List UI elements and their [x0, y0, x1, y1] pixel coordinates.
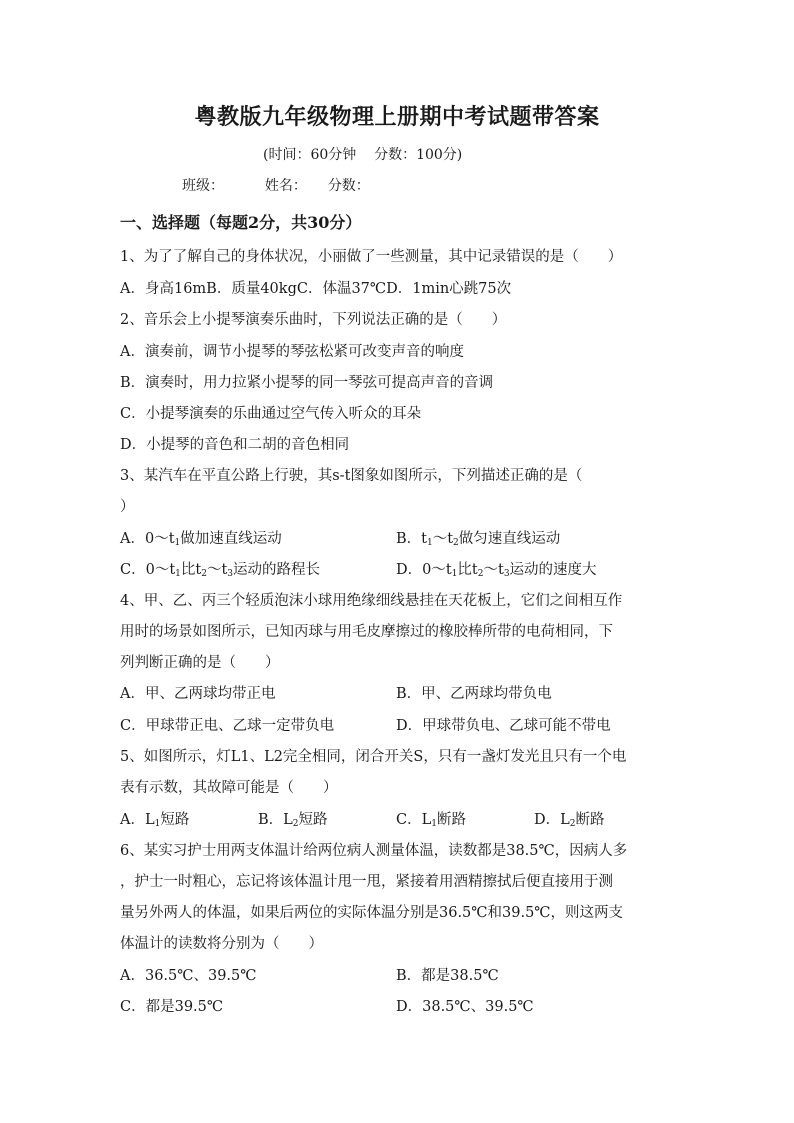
question-5-option-d: D．$L_2$断路 — [534, 812, 605, 829]
question-3-stem-end: ） — [120, 499, 135, 515]
name-label: 姓名： — [264, 178, 307, 194]
student-info-row — [182, 175, 370, 195]
question-2-stem: 2、音乐会上小提琴演奏乐曲时，下列说法正确的是（ ） — [120, 312, 507, 328]
question-4-stem-line-1: 4、甲、乙、丙三个轻质泡沫小球用绝缘细线悬挂在天花板上，它们之间相互作 — [120, 593, 623, 609]
page-title: 粤教版九年级物理上册期中考试题带答案 — [194, 104, 600, 130]
question-4-option-a: A．甲、乙两球均带正电 — [120, 686, 276, 702]
question-5-option-c: C．$L_1$断路 — [396, 812, 466, 829]
question-6-stem-line-3: 量另外两人的体温，如果后两位的实际体温分别是36.5℃和39.5℃，则这两支 — [120, 905, 624, 921]
question-2-option-a: A．演奏前，调节小提琴的琴弦松紧可改变声音的响度 — [120, 344, 464, 360]
question-2-option-b: B．演奏时，用力拉紧小提琴的同一琴弦可提高声音的音调 — [120, 375, 494, 391]
question-5-option-b: B．$L_2$短路 — [258, 812, 328, 829]
question-4-stem-line-3: 列判断正确的是（ ） — [120, 655, 280, 671]
question-6-option-b: B．都是38.5℃ — [396, 968, 499, 984]
question-4-option-b: B．甲、乙两球均带负电 — [396, 686, 552, 702]
score-label: 分数： — [327, 178, 370, 194]
question-5-stem-line-1: 5、如图所示，灯L1、L2完全相同，闭合开关S，只有一盏灯发光且只有一个电 — [120, 749, 627, 765]
question-3-option-a: A．$0\sim t_1$做加速直线运动 — [120, 531, 282, 548]
question-4-option-d: D．甲球带负电、乙球可能不带电 — [396, 718, 611, 734]
question-6-option-c: C．都是39.5℃ — [120, 999, 224, 1015]
section-heading: 一、选择题（每题2分，共30分） — [120, 213, 362, 232]
question-2-option-d: D．小提琴的音色和二胡的音色相同 — [120, 437, 350, 453]
question-1-stem: 1、为了了解自己的身体状况，小丽做了一些测量，其中记录错误的是（ ） — [120, 249, 623, 265]
question-6-option-d: D．38.5℃、39.5℃ — [396, 999, 534, 1015]
question-6-stem-line-4: 体温计的读数将分别为（ ） — [120, 936, 323, 952]
question-3-option-d: D．$0\sim t_1$比$t_2\sim t_3$运动的速度大 — [396, 562, 597, 579]
question-4-stem-line-2: 用时的场景如图所示，已知丙球与用毛皮摩擦过的橡胶棒所带的电荷相同，下 — [120, 624, 613, 640]
question-3-option-c: C．$0\sim t_1$比$t_2\sim t_3$运动的路程长 — [120, 562, 321, 579]
question-6-stem-line-2: ，护士一时粗心，忘记将该体温计甩一甩，紧接着用酒精擦拭后便直接用于测 — [120, 874, 613, 890]
question-5-option-a: A．$L_1$短路 — [120, 812, 190, 829]
question-6-stem-line-1: 6、某实习护士用两支体温计给两位病人测量体温，读数都是38.5℃，因病人多 — [120, 843, 628, 859]
question-4-option-c: C．甲球带正电、乙球一定带负电 — [120, 718, 335, 734]
question-1-options: A．身高16mB．质量40kgC．体温37℃D．1min心跳75次 — [120, 281, 512, 297]
question-3-option-b: B．$t_1\sim t_2$做匀速直线运动 — [396, 531, 561, 548]
question-5-stem-line-2: 表有示数，其故障可能是（ ） — [120, 780, 338, 796]
question-2-option-c: C．小提琴演奏的乐曲通过空气传入听众的耳朵 — [120, 406, 422, 422]
class-label: 班级： — [182, 178, 224, 194]
exam-time-score: (时间：60分钟 分数：100分) — [263, 147, 463, 163]
question-6-option-a: A．36.5℃、39.5℃ — [120, 968, 257, 984]
question-3-stem: 3、某汽车在平直公路上行驶，其s-t图象如图所示，下列描述正确的是（ — [120, 468, 583, 484]
